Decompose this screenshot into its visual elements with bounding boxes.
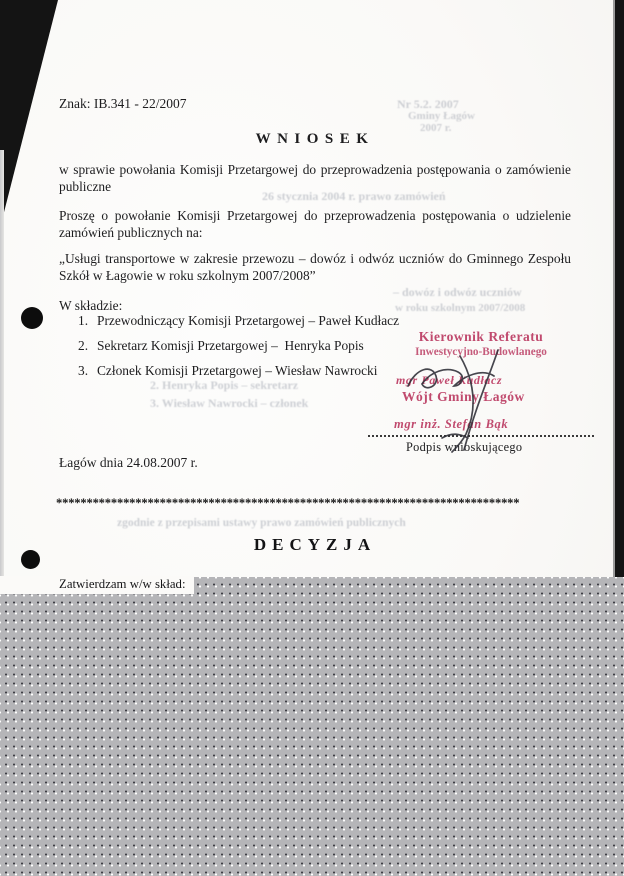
scan-right-edge [613,0,624,578]
document-title: WNIOSEK [255,131,375,147]
hole-punch [21,307,43,329]
member-text: Członek Komisji Przetargowej – Wiesław Nawrocki [97,363,378,378]
scan-corruption-dither-block [0,577,624,876]
ghost-text: – dowóz i odwóz uczniów [393,285,522,299]
member-text: Sekretarz Komisji Przetargowej – Henryka Popis [97,338,364,353]
stamp-mayor-title: Wójt Gminy Łagów [402,389,525,404]
member-number: 2. [78,338,89,353]
ghost-text: Gminy Łagów [408,110,475,122]
member-number: 1. [78,313,89,328]
stamp-role-line1: Kierownik Referatu [418,329,544,344]
ghost-text: 2. Henryka Popis – sekretarz [150,378,299,392]
stamp-name-kudlacz: mgr Paweł Kudłacz [396,373,503,387]
decision-text-strip [0,576,194,594]
decision-title: DECYZJA [253,535,377,554]
subject-paragraph: w sprawie powołania Komisji Przetargowej do przeprowadzenia postępowania o zamówienie publiczne [59,162,571,194]
asterisk-separator: **************************************************************************** [56,496,520,510]
document-reference-number: Znak: IB.341 - 22/2007 [59,96,187,111]
stamp-name-bak: mgr inż. Stefan Bąk [394,417,509,431]
commission-member-row [78,313,538,329]
ghost-text: zgodnie z przepisami ustawy prawo zamówień publicznych [117,517,406,529]
stamp-role-line2: Inwestycyjno-Budowlanego [415,346,547,358]
place-and-date: Łagów dnia 24.08.2007 r. [59,455,198,470]
ghost-text: Nr 5.2. 2007 [397,97,459,111]
hole-punch [21,550,40,569]
scan-corner-fold [0,0,60,228]
ghost-text: 3. Wiesław Nawrocki – członek [150,396,309,410]
handwritten-signature [402,346,532,454]
member-text: Przewodniczący Komisji Przetargowej – Paweł Kudłacz [97,313,400,328]
tender-name-paragraph: „Usługi transportowe w zakresie przewozu – dowóz i odwóz uczniów do Gminnego Zespołu Szkół w Łagowie w roku szkolnym 2007/2008” [59,251,571,283]
signature-caption: Podpis wnioskującego [406,440,523,454]
ghost-text: 2007 r. [420,122,452,134]
decision-approval-line: Zatwierdzam w/w skład: [59,577,186,591]
ghost-text: w roku szkolnym 2007/2008 [395,302,526,314]
ghost-text: 26 stycznia 2004 r. prawo zamówień [262,189,446,203]
composition-label: W składzie: [59,298,123,313]
scan-left-edge [0,150,4,580]
member-number: 3. [78,363,89,378]
request-paragraph: Proszę o powołanie Komisji Przetargowej do przeprowadzenia postępowania o udzielenie zamówień publicznych na: [59,208,571,240]
